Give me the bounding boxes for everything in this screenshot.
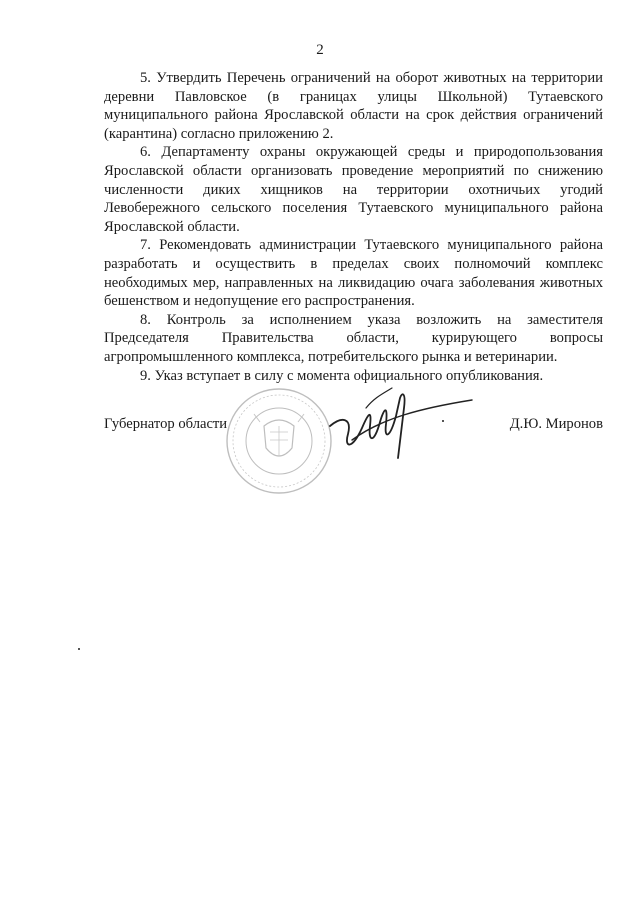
paragraph-8: 8. Контроль за исполнением указа возложить на заместителя Председателя Правительства области, курирующего вопросы агропромышленного комплекса, потребительского рынка и ветеринарии. <box>104 311 603 365</box>
document-body <box>104 69 603 385</box>
ink-dot <box>442 420 444 422</box>
paragraph-6: 6. Департаменту охраны окружающей среды и природопользования Ярославской области организовать проведение мероприятий по снижению численности диких хищников на территории охотничьих угодий Левобережного сельского поселения Тутаевского муниципального района Ярославской области. <box>104 144 603 235</box>
paragraph-9: 9. Указ вступает в силу с момента официального опубликования. <box>140 367 544 384</box>
signatory-title: Губернатор области <box>104 416 228 432</box>
ink-dot <box>78 648 80 650</box>
official-seal <box>224 386 334 496</box>
signatory-name: Д.Ю. Миронов <box>509 416 603 432</box>
paragraph-7: 7. Рекомендовать администрации Тутаевского муниципального района разработать и осуществить в пределах своих полномочий комплекс необходимых мер, направленных на ликвидацию очага заболевания животных бешенством и недопущение его распространения. <box>104 237 603 310</box>
paragraph-5: 5. Утвердить Перечень ограничений на оборот животных на территории деревни Павловское (в границах улицы Школьной) Тутаевского муниципального района Ярославской области на срок действия ограничений (карантина) согласно приложению 2. <box>104 70 603 142</box>
handwritten-signature <box>322 378 482 473</box>
page-number: 2 <box>316 42 324 58</box>
